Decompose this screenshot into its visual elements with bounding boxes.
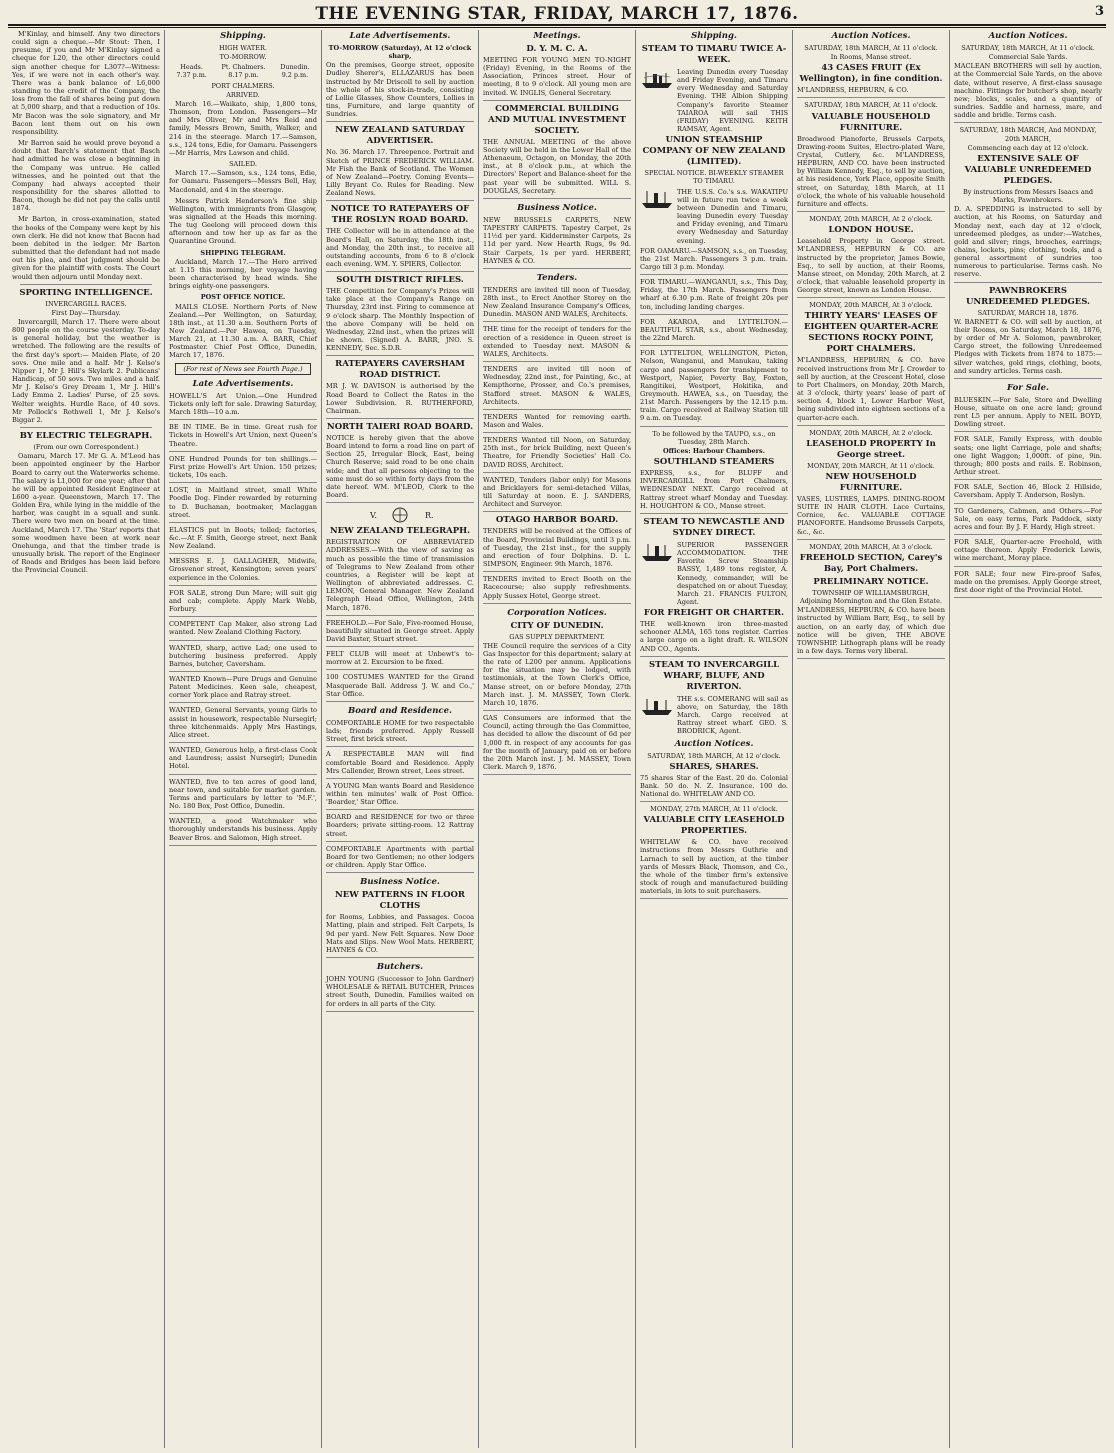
for-sale-ad: FOR SALE; four new Fire-proof Safes, made on the premises. Apply George street, first door right of the Provincial Hotel. [954,570,1102,598]
roslyn-heading: NOTICE TO RATEPAYERS OF THE ROSLYN ROAD BOARD. [330,204,470,226]
timaru-steam-body: Leaving Dunedin every Tuesday and Friday Evening, and Timaru every Wednesday and Saturday Evening. THE Albion Shipping Company's favorite Steamer TAIAROA will sail THIS (FRIDAY) EVENING. KEITH RAMSAY, Agent. [677,68,788,134]
board-ad: A YOUNG Man wants Board and Residence within ten minutes' walk of Post Office. 'Boarder,' Star Office. [326,782,474,810]
auction-date: SATURDAY, 18th MARCH, And MONDAY, 20th MARCH, [959,126,1097,143]
caversham-body: MR J. W. DAVISON is authorised by the Road Board to Collect the Rates in the Lower Subdivision. R. RUTHERFORD, Chairman. [326,382,474,419]
business-heading: Business Notice. [517,202,597,213]
rocky-point-heading: THIRTY YEARS' LEASES OF EIGHTEEN QUARTER-ACRE SECTIONS ROCKY POINT, PORT CHALMERS. [803,311,939,355]
telegraph-notice-heading: NEW ZEALAND TELEGRAPH. [329,526,471,537]
london-house-heading: LONDON HOUSE. [828,225,914,236]
costumes-ad: 100 COSTUMES WANTED for the Grand Masquerade Ball. Address 'J. W. and Co.,' Star Office. [326,673,474,701]
shipping-heading: Shipping. [691,31,737,41]
auction-date: MONDAY, 20th MARCH, At 3 o'clock. [809,542,933,551]
rocky-point-body: M'LANDRESS, HEPBURN, & CO. have received instructions from Mr J. Crowder to sell by auction, at the Crescent Hotel, close to Port Chalmers, on Monday, 20th March, at 3 o'clock, thirty years' lease of part of section 4, block 1, Lower Harbor West, being subdivided into eighteen sections of a quarter-acre each. [797,356,945,425]
shares-heading: SHARES, SHARES. [669,761,759,772]
auction-date: MONDAY, 20th MARCH, At 2 o'clock. [809,215,933,224]
sporting-day: First Day—Thursday. [51,308,121,317]
auction-date: SATURDAY, 18th MARCH, At 11 o'clock. [804,101,938,110]
board-ad: A RESPECTABLE MAN will find comfortable Board and Residence. Apply Mrs Callender, Brown street, Lees street. [326,750,474,778]
spedding-ad: D. A. SPEDDING is instructed to sell by auction, at his Rooms, on Saturday and Monday next, each day at 12 o'clock, unredeemed pledges, as under:—Watches, gold and silver; rings, brooches, earrings; chains, lockets, pins; clothing, tools, and a general assortment of sundries too numerous to particularise. Terms cash. No reserve. [954,205,1102,282]
steamer-ad [640,695,788,736]
butchers-heading: Butchers. [376,962,424,973]
classified-ad: ELASTICS put in Boots; tolled; factories, &c.—At F. Smith, George street, next Bank New Zealand. [169,526,317,554]
for-sale-ad: TO Gardeners, Cabmen, and Others.—For Sale, on easy terms, Park Paddock, sixty acres and four. By J. F. Hardy, High street. [954,507,1102,535]
royal-crest-icon [350,506,450,524]
shipping-telegram-body: Auckland, March 17.—The Hero arrived at 1.15 this morning, her voyage having been characterised by head winds. She brings eighty-one passengers. [169,257,317,291]
commercial-heading: COMMERCIAL BUILDING AND MUTUAL INVESTMENT SOCIETY. [488,103,626,136]
auction-location: In Rooms, Manse street. [830,53,912,62]
masthead-rule [8,24,1106,26]
telegraph-notice-body: REGISTRATION OF ABBREVIATED ADDRESSES.—With the view of saving as much as possible the time of transmission of Telegrams to New Zealand from other countries, a Register will be kept at Wellington of abbreviated addresses. C. LEMON, General Manager. New Zealand Telegraph Head Office, Wellington, 24th March, 1876. [326,538,474,615]
union-subheading: SPECIAL NOTICE. BI-WEEKLY STEAMER TO TIMARU. [644,169,784,186]
high-water-label: HIGH WATER. [219,44,267,52]
leasehold-body: WHITELAW & CO. have received instructions from Messrs Guthrie and Larnach to sell by auction, at the timber yards of Messrs Black, Thomson, and Co., the whole of the timber firm's extensive stock of rough and manufactured building materials, in lots to suit purchasers. [640,838,788,899]
shipping-telegram-heading: SHIPPING TELEGRAM. [200,248,286,257]
classified-ad: LOST, in Maitland street, small White Poodle Dog. Finder rewarded by returning to D. Buchanan, bootmaker, Maclaggan street. [169,486,317,523]
column-5 [636,30,793,1448]
pawnbrokers-date: SATURDAY, MARCH 18, 1876. [977,308,1079,317]
auction-date: MONDAY, 20th MARCH, At 11 o'clock. [807,461,935,470]
business-heading: Business Notice. [360,877,440,888]
union-heading: UNION STEAMSHIP COMPANY OF NEW ZEALAND (LIMITED). [642,135,786,168]
shipping-heading: Shipping. [220,31,266,41]
floor-cloths-heading: NEW PATTERNS IN FLOOR CLOTHS [334,890,465,912]
wanted-ad: WANTED Known—Pure Drugs and Genuine Patent Medicines. Keen sale, cheapest, corner York place and Ratray street. [169,675,317,703]
wanted-ad: WANTED, sharp, active Lad; one used to butchering business preferred. Apply Barnes, butcher, Caversham. [169,644,317,672]
london-house-body: Leasehold Property in George street. M'LANDRESS, HEPBURN & CO. are instructed by the proprietor, James Bowie, Esq., to sell by auction, at their Rooms, Manse street, on Monday, 20th March, at 2 o'clock, that valuable leasehold property in George street, known as London House. [797,237,945,298]
sporting-body: Invercargill, March 17. There were about 800 people on the course yesterday. To-day is general holiday, but the weather is wretched. The following are the results of the first day's sport:— Maiden Plate, of 20 sovs. One mile and a half. Mr J. Kelso's Nipper 1, Mr J. Hill's Skylark 2. Publicans' Handicap, of 50 sovs. Two miles and a half. Mr J. Kelso's Grey Dream 1, Mr J. Hill's Lady Emma 2. Ladies' Purse, of 25 sovs. Welter weights. Hurdle Race, of 40 sovs. Mr Pollock's Rothwell 1, Mr J. Kelso's Biggar 2. [12,318,160,424]
news-paragraph: Mr Barron said he would prove beyond a doubt that Barch's statement that Basch had admitted he was close a beginning in the Company was untrue. He called witnesses, and he pointed out that the Company had always accepted their responsibility for the shares allotted to Bacon, though he did not pay the calls until 1874. [12,139,160,213]
column-6 [793,30,950,1448]
tide-place: Heads. [180,63,203,72]
tide-time: 7.37 p.m. [176,71,207,80]
masthead-rule-thin [8,27,1106,28]
steamship-icon [640,188,674,210]
svg-text:V.: V. [370,511,377,521]
sailing-notes: Messrs Patrick Henderson's fine ship Wellington, with immigrants from Glasgow, was signalled at the Heads this morning. The tug Geelong will proceed down this afternoon and tow her up as far as the Quarantine Ground. [169,196,317,246]
auction-date: SATURDAY, 18th MARCH, At 11 o'clock. [961,44,1095,52]
floor-cloths-body: for Rooms, Lobbies, and Passages. Cocoa Matting, plain and striped. Felt Carpets, Is 9d per yard. New Felt Squares. New Door Mats and Slips. New Wool Mats. HERBERT, HAYNES & CO. [326,913,474,958]
ymca-body: MEETING FOR YOUNG MEN TO-NIGHT (Friday) Evening, in the Rooms of the Association, Princes street. Hour of meeting, 8 to 9 o'clock. All young men are invited. W. INGLIS, General Secretary. [483,56,631,101]
tide-cell [222,63,266,79]
column-1 [8,30,165,1448]
divider [20,427,152,428]
steamship-icon [640,541,674,563]
sporting-subheading: INVERCARGILL RACES. [45,299,127,308]
corporation-heading: Corporation Notices. [507,607,607,618]
nz-advertiser-body: No. 36. March 17. Threepence. Portrait and Sketch of PRINCE FREDERICK WILLIAM. Mr Fish the Bank of Scotland. The Women of New Zealand—Poetry. Coming Events—Lilly Bryant Co. Rules for Reading. New Zealand News. [326,148,474,201]
wanted-ad: WANTED, a good Watchmaker who thoroughly understands his business. Apply Beaver Bros. and Salomon, High street. [169,817,317,845]
freight-body: THE well-known iron three-masted schooner ALMA, 165 tons register. Carries a large cargo on a light draft. R. WILSON AND CO., Agents. [640,620,788,657]
post-office-body: MAILS CLOSE. Northern Ports of New Zealand.—Per Wellington, on Saturday, 18th inst., at 11.30 a.m. Southern Ports of New Zealand.—Per Hawea, on Tuesday, March 21, at 11.30 a.m. A. BARR, Chief Postmaster. Chief Post Office, Dunedin, March 17, 1876. [169,302,317,360]
southland-heading: SOUTHLAND STEAMERS [653,457,775,468]
nz-advertiser-heading: NEW ZEALAND SATURDAY ADVERTISER. [335,125,465,147]
sailing-ad: FOR OAMARU.—SAMSON, s.s., on Tuesday, the 21st March. Passengers 3 p.m. train. Cargo till 3 p.m. Monday. [640,247,788,275]
tide-time: 9.2 p.m. [281,71,309,80]
ymca-heading: D. Y. M. C. A. [526,44,588,54]
new-furniture-heading: NEW HOUSEHOLD FURNITURE. [825,472,917,493]
divider [20,284,152,285]
union-body: THE U.S.S. Co.'s s.s. WAKATIPU will in future run twice a week between Dunedin and Timaru, leaving Dunedin every Tuesday and Friday evening, and Timaru every Wednesday and Saturday evening. [677,187,788,245]
auction-location: Commercial Sale Yards. [988,53,1068,62]
bluff-heading: STEAM TO INVERCARGILL WHARF, BLUFF, AND RIVERTON. [648,659,780,692]
tide-table [169,63,317,79]
shares-body: 75 shares Star of the East. 20 do. Colonial Bank. 50 do. N. Z. Insurance. 100 do. National do. WHITELAW AND CO. [640,774,788,802]
board-ad: COMFORTABLE Apartments with partial Board for two Gentlemen; no other lodgers or children. Apply Star Office. [326,845,474,873]
roslyn-body: THE Collector will be in attendance at the Board's Hall, on Saturday, the 18th inst., and Monday, the 20th inst., to receive all outstanding accounts, from 6 to 8 o'clock each evening. WM. Y. SPIERS, Collector. [326,227,474,272]
sporting-heading: SPORTING INTELLIGENCE. [19,287,153,298]
column-3 [322,30,479,1448]
sydney-body: SUPERIOR PASSENGER ACCOMMODATION. THE Favorite Screw Steamship BASSY, 1,489 tons register, A. Kennedy, commander, will be despatched on or about Tuesday, March 21. FRANCIS FULTON, Agent. [677,540,788,606]
svg-text:R.: R. [425,511,434,521]
tide-place: Pt. Chalmers. [221,63,266,72]
wanted-ad: WANTED, five to ten acres of good land, near town, and suitable for market garden. Terms and particulars by letter to 'M.F.', No. 180 Box, Post Office, Dunedin. [169,778,317,815]
classified-ad: BE IN TIME. Be in time. Great rush for Tickets in Howell's Art Union, next Queen's Theatre. [169,423,317,451]
harbour-board-heading: OTAGO HARBOR BOARD. [495,515,619,526]
pledges-heading: EXTENSIVE SALE OF VALUABLE UNREDEEMED PLEDGES. [964,153,1092,186]
butchers-body: JOHN YOUNG (Successor to John Gardner) WHOLESALE & RETAIL BUTCHER, Princes street South, Dunedin. Families waited on for orders in all parts of the City. [326,975,474,1012]
telegraph-subheading: (From our own Correspondent.) [33,443,139,452]
tomorrow-label: TO-MORROW. [219,53,267,62]
sailing-ad: FOR AKAROA, and LYTTELTON.—BEAUTIFUL STAR, s.s., about Wednesday, the 22nd March. [640,318,788,346]
tender-ad: THE time for the receipt of tenders for the erection of a residence in Queen street is extended to Tuesday next. MASON & WALES, Architects. [483,325,631,362]
board-ad: COMFORTABLE HOME for two respectable lads; friends preferred. Apply Russell Street, first brick street. [326,719,474,747]
furniture-heading: VALUABLE HOUSEHOLD FURNITURE. [811,111,931,133]
telegraph-body: Oamaru, March 17. Mr G. A. M'Leod has been appointed engineer by the Harbor Board to carry out the Waterworks scheme. The salary is L1,000 for one year; after that he will be appointed Resident Engineer at L600 a-year. Queenstown, March 17. The Golden Era, while lying in the middle of the harbor, was caught in a squall and sunk. There were two men on board at the time. Auckland, March 17. The 'Star' reports that some woodmen have been at work near Onehunga, and that the timber trade is unusually brisk. The report of the Engineer of Roads and Bridges has been laid before the Provincial Council. [12,452,160,575]
lazarus-ad: On the premises, George street, opposite Dudley Sherer's, ELLAZARUS has been instructed by Mr Driscoll to sell by auction the whole of his stock-in-trade, consisting of Lollie Glasses, Show Counters, Lollies in tins, Furniture, and large quantity of Sundries. [326,61,474,122]
auction-date: MONDAY, 20th MARCH, At 3 o'clock. [809,301,933,310]
auction-date: SATURDAY, 18th MARCH, At 12 o'clock. [647,751,781,760]
post-office-heading: POST OFFICE NOTICE. [200,293,286,302]
column-4 [479,30,636,1448]
preliminary-heading: PRELIMINARY NOTICE. [813,576,929,587]
tender-ad: WANTED, Tenders (labor only) for Masons and Bricklayers for semi-detached Villas, till Saturday at noon. E. J. SANDERS, Architect and Surveyor. [483,476,631,513]
tide-time: 8.17 p.m. [228,71,259,80]
rifles-body: THE Competition for Company's Prizes will take place at the Company's Range on Thursday, 23rd inst. Firing to commence at 9 o'clock sharp. The Monthly Inspection of the above Company will be held on Wednesday, 22nd inst., when the prizes will be shown. (Signed) A. BARR, JNO. S. KENNEDY, Sec. S.D.R. [326,287,474,356]
page-number: 3 [1094,4,1104,19]
arrived-body: March 16.—Waikato, ship, 1,800 tons, Thomson, from London. Passengers—Mr and Mrs Oliver, Mr and Mrs Reid and family, Messrs Brown, Smith, Walker, and 214 in the steerage. March 17.—Samson, s.s., 124 tons, Edie, for Oamaru. Passengers—Mr Harris, Mrs Lawson and child. [169,99,317,157]
barnett-ad: W. BARNETT & CO. will sell by auction, at their Rooms, on Saturday, March 18, 1876, by order of Mr A. Solomon, pawnbroker, Cargo street, the following Unredeemed Pledges with Tickets from 1874 to 1875:—silver watches, gold rings, clothing, boots, and sundry articles. Terms cash. [954,318,1102,379]
column-7 [950,30,1106,1448]
pawnbrokers-heading: PAWNBROKERS UNREDEEMED PLEDGES. [965,285,1091,307]
bluff-body: THE s.s. COMERANG will sail as above, on Saturday, the 18th March. Cargo received at Rattray street wharf. GEO. S. BRODRICK, Agent. [677,694,788,736]
for-sale-heading: For Sale. [1007,382,1049,393]
steamship-icon [640,68,674,90]
booth-tender-ad: TENDERS invited to Erect Booth on the Racecourse; also supply refreshments. Apply Sussex Hotel, George street. [483,575,631,603]
city-heading: CITY OF DUNEDIN. [510,620,604,631]
board-ad: BOARD and RESIDENCE for two or three Boarders; private sitting-room. 12 Rattray street. [326,813,474,841]
sailing-ad: FOR LYTTELTON, WELLINGTON, Picton, Nelson, Wanganui, and Manukau, taking cargo and passengers for transhipment to Westport, Napier, Poverty Bay, Foxton, Rangitikei, Westport, Hokitika, and Greymouth. HAWEA, s.s., on Tuesday, the 21st March. Passengers by the 12.15 p.m. train. Cargo received at Railway Station till 9 a.m. on Tuesday. [640,349,788,426]
tender-ad: TENDERS are invited till noon of Tuesday, 28th inst., to Erect Another Storey on the New Zealand Insurance Company's Offices, Dunedin. MASON AND WALES, Architects. [483,286,631,323]
auction-date: SATURDAY, 18th MARCH, At 11 o'clock. [804,44,938,52]
township-body: M'LANDRESS, HEPBURN, & CO. have been instructed by William Barr, Esq., to sell by auction, on an early day, of which due notice will be given, THE ABOVE TOWNSHIP. Lithograph plans will be ready in a few days. Terms very liberal. [797,606,945,659]
tide-cell [280,63,309,79]
wanted-ad: WANTED, Generous help, a first-class Cook and Laundress; assist Nursegirl; Dunedin Hotel. [169,746,317,774]
for-sale-ad: FOR SALE, Family Express, with double seats; one light Carriage, pole and shafts; one light Waggon; 1,000ft. of pine, 9in. through; 800 posts and rails. E. Robinson, Arthur street. [954,435,1102,480]
maclean-ad: MACLEAN BROTHERS will sell by auction, at the Commercial Sale Yards, on the above date, without reserve, A first-class sausage machine. Fittings for butcher's shop, nearly new; blocks, scales, and a quantity of sundries. Saddle and harness, mare, and saddle and bridle. Terms cash. [954,62,1102,123]
taieri-heading: NORTH TAIERI ROAD BOARD. [326,422,474,432]
for-sale-ad: FOR SALE, Section 46, Block 2 Hillside, Caversham. Apply T. Anderson, Roslyn. [954,483,1102,503]
tender-ad: TENDERS are invited till noon of Wednesday, 22nd inst., for Painting, &c., at Kempthorne, Prosser, and Co.'s premises, Stafford street. MASON & WALES, Architects. [483,365,631,410]
lazarus-heading: TO-MORROW (Saturday), At 12 o'clock sharp, [328,44,472,61]
leasehold-heading: LEASEHOLD PROPERTY In George street. [806,438,936,460]
steamer-ad [640,68,788,133]
freehold-section-heading: FREEHOLD SECTION, Carey's Bay, Port Chalmers. [799,552,943,574]
auction-date: MONDAY, 27th MARCH, At 11 o'clock. [650,805,778,814]
gas-consumers-notice: GAS Consumers are informed that the Council, acting through the Gas Committee, has decided to allow the discount of 6d per 1,000 ft. in respect of any accounts for gas for the month of January, paid on or before the 20th March inst. J. M. MASSEY, Town Clerk. March 9, 1876. [483,714,631,775]
classified-ad: MESSRS E. J. GALLAGHER, Midwife, Grosvenor street, Kensington; seven years' experience in the Colonies. [169,557,317,585]
classified-ad: COMPETENT Cap Maker, also strong Lad wanted. New Zealand Clothing Factory. [169,620,317,640]
for-sale-ad: FOR SALE, Quarter-acre Freehold, with cottage thereon. Apply Frederick Lewis, wine merchant, Moray place. [954,538,1102,566]
news-paragraph: Mr Barton, in cross-examination, stated the books of the Company were kept by his own clerk. He did not know that Bacon had been debited in the ledger. Mr Barton submitted that the defendant had not made out his plea, and that judgment should be given for the plaintiff with costs. The Court would then adjourn until Monday next. [12,215,160,281]
auction-heading: Auction Notices. [831,31,911,41]
telegraph-heading: BY ELECTRIC TELEGRAPH. [19,431,153,442]
tide-cell [176,63,206,79]
tender-ad: TENDERS Wanted for removing earth. Mason and Wales. [483,413,631,433]
news-fourth-page-notice: (For rest of News see Fourth Page.) [175,363,311,375]
auctioneer-name: M'LANDRESS, HEPBURN, & CO. [797,86,945,98]
caversham-heading: RATEPAYERS CAVERSHAM ROAD DISTRICT. [335,359,465,381]
steamer-ad [640,541,788,606]
southland-body: EXPRESS, s.s., for BLUFF and INVERCARGILL from Port Chalmers, WEDNESDAY NEXT. Cargo received at Rattray street wharf Monday and Tuesday. H. HOUGHTON & CO., Manse street. [640,469,788,514]
rifles-heading: SOUTH DISTRICT RIFLES. [336,275,464,286]
late-ads-heading: Late Advertisements. [192,378,294,389]
auction-date: MONDAY, 20th MARCH, At 2 o'clock. [809,428,933,437]
meetings-heading: Meetings. [533,31,581,41]
newspaper-columns [8,30,1106,1448]
port-label: PORT CHALMERS. [211,81,275,90]
classified-ad: HOWELL'S Art Union.—One Hundred Tickets only left for sale. Drawing Saturday, March 18th—10 a.m. [169,392,317,420]
late-ads-heading: Late Advertisements. [349,31,451,41]
taupo-note: To be followed by the TAUPO, s.s., on Tuesday, 28th March. [652,429,776,446]
news-paragraph: M'Kinlay, and himself. Any two directors could sign a cheque.—Mr Stout: Then, I presume, if you and Mr M'Kinlay signed a cheque for L20, the other directors could sign another cheque for L307?—Witness: Yes, if we were not in each other's way. There was a bank balance of L6,000 standing to the credit of the Company, the loss from the fall of shares being put down at 5,000 sharp, and that a reduction of 10s. Mr Bacon was the sole signatory, and Mr Bacon lent them out on his own responsibility. [12,30,160,136]
auction-time: Commencing each day at 12 o'clock. [967,143,1089,152]
tender-ad: TENDERS Wanted till Noon, on Saturday, 25th inst., for brick Building, next Queen's Theatre, for Friendly Societies' Hall Co. DAVID ROSS, Architect. [483,436,631,473]
leasehold-heading: VALUABLE CITY LEASEHOLD PROPERTIES. [643,815,785,837]
column-2 [165,30,322,1448]
auction-heading: Auction Notices. [674,738,754,749]
offices-note: Offices: Harbour Chambers. [663,446,765,455]
carpets-ad: NEW BRUSSELS CARPETS, NEW TAPESTRY CARPETS. Tapestry Carpet, 2s 11½d per yard. Kidderminster Carpets, 2s 11d per yard. New Hearth Rugs, 9s 9d. Stair Carpets, 1s per yard. HERBERT, HAYNES & CO. [483,216,631,269]
freehold-ad: FREEHOLD.—For Sale, Five-roomed House, beautifully situated in George street. Apply David Baxter, Stuart street. [326,619,474,647]
classified-ad: FOR SALE, strong Dun Mare; will suit gig and cab; complete. Apply Mark Webb, Forbury. [169,589,317,617]
sailed-body: March 17.—Samson, s.s., 124 tons, Edie, for Oamaru. Passengers—Messrs Bell, Hay, Macdonald, and 4 in the steerage. [169,169,317,194]
harbour-board-body: TENDERS will be received at the Offices of the Board, Provincial Buildings, until 3 p.m. of Tuesday, the 21st inst., for the supply and erection of four Dolphins. D. L. SIMPSON, Engineer. 9th March, 1876. [483,527,631,572]
pledges-subheading: By instructions from Messrs Isaacs and Marks, Pawnbrokers. [962,187,1094,205]
auction-heading: Auction Notices. [988,31,1068,41]
gas-inspector-notice: THE Council require the services of a City Gas Inspector for this department; salary at the rate of L200 per annum. Applications for the situation may be lodged, with testimonials, at the Town Clerk's Office, Manse street, on or before Monday, 27th March inst. J. M. MASSEY, Town Clerk. March 10, 1876. [483,642,631,711]
tenders-heading: Tenders. [536,272,578,283]
gas-heading: GAS SUPPLY DEPARTMENT. [509,632,605,641]
tide-place: Dunedin. [280,63,310,72]
commercial-body: THE ANNUAL MEETING of the above Society will be held in the Lower Hall of the Athenaeum, Octagon, on Monday, the 20th inst., at 8 o'clock p.m., at which the Directors' Report and Balance-sheet for the past year will be submitted. WILL S. DOUGLAS, Secretary. [483,138,631,199]
felt-club-ad: FELT CLUB will meet at Unbewt's to-morrow at 2. Excursion to be fixed. [326,650,474,670]
sailed-label: SAILED. [229,160,257,169]
new-furniture-body: VASES, LUSTRES, LAMPS. DINING-ROOM SUITE IN HAIR CLOTH. Lace Curtains, Cornice, &c. VALUABLE COTTAGE PIANOFORTE. Handsome Brussels Carpets, &c., &c. [797,495,945,540]
for-sale-ad: BLUESKIN.—For Sale, Store and Dwelling House, situate on one acre land; ground rent L5 per annum. Apply to NEIL BOYD, Dowling street. [954,396,1102,433]
township-heading: TOWNSHIP OF WILLIAMSBURGH, Adjoining Mornington and the Glen Estate. [799,588,943,606]
masthead-title: THE EVENING STAR, FRIDAY, MARCH 17, 1876. [315,4,799,24]
freight-heading: FOR FREIGHT OR CHARTER. [643,608,785,619]
board-heading: Board and Residence. [348,705,452,716]
timaru-steam-heading: STEAM TO TIMARU TWICE A-WEEK. [641,44,787,65]
furniture-body: Broadwood Pianoforte, Brussels Carpets, Drawing-room Suites, Electro-plated Ware, Crystal, Cutlery, &c. M'LANDRESS, HEPBURN, AND CO. have been instructed by William Kennedy, Esq., to sell by auction, at his residence, York Place, opposite Smith street, on Saturday, 18th March, at 11 o'clock, the whole of his valuable household furniture and effects. [797,135,945,212]
wanted-ad: WANTED, General Servants, young Girls to assist in housework, respectable Nursegirl; three kitchenmaids. Apply Mrs Hastings, Alice street. [169,706,317,743]
taieri-body: NOTICE is hereby given that the above Board intend to form a road line on part of Section 25, Irregular Block, East, being Church Reserve; said road to be one chain wide; and that all persons objecting to the same must do so within forty days from the date hereof. WM. M'LEOD, Clerk to the Board. [326,434,474,503]
fruit-heading: 43 CASES FRUIT (Ex Wellington), in fine condition. [799,63,943,85]
steamer-ad [640,188,788,245]
classified-ad: ONE Hundred Pounds for ten shillings.—First prize Howell's Art Union. 150 prizes; tickets, 10s each. [169,455,317,483]
sydney-heading: STEAM TO NEWCASTLE AND SYDNEY DIRECT. [643,516,785,538]
arrived-label: ARRIVED. [226,90,260,99]
steamship-icon [640,695,674,717]
sailing-ad: FOR TIMARU.—WANGANUI, s.s., This Day, Friday, the 17th March. Passengers from wharf at 6.30 p.m. Rate of freight 20s per ton, including landing charges. [640,278,788,315]
